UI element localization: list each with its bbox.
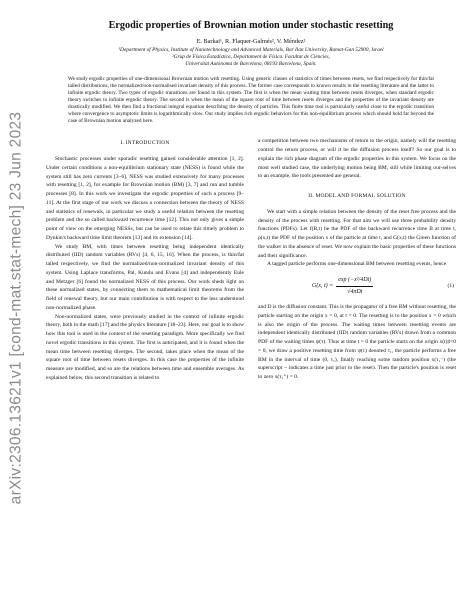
affiliation-2: ²Grup de Física Estadística, Departament de Física. Facultat de Ciències, (172, 54, 330, 60)
equation-number: (1) (447, 282, 454, 289)
right-column (258, 137, 456, 382)
equation-denominator: √4πDt (347, 288, 363, 295)
equation-1 (258, 275, 456, 297)
section-gap (258, 181, 456, 190)
intro-paragraph-3: Non-normalized states, were previously studied in the context of infinite ergodic theory, both in the math [17] and the physics literature [18–23]. Here, our goal is to show how this tool is used in the context of the resetting paradigm. More specifically we find novel ergodic transitions in this system. The first is anticipated, and it is found when the mean time between resetting diverges. The second, takes place when the mean of the square root of time between resets diverges. In this case the properties of the infinite measure are modified, and so are the relations between time and ensemble averages. As explained below, this second transition is related to (46, 313, 244, 381)
equation-body (312, 276, 373, 297)
paper-title: Ergodic properties of Brownian motion under stochastic resetting (108, 20, 394, 31)
model-paragraph-1: We start with a simple relation between the density of the reset free process and the density of the process with resetting. For that aim we will use three probability density functions (PDFs). Let f(B,t) be the PDF of the backward recurrence time B at time t, ρ(x,t) the PDF of the position x of the particle at time t, and G(x,t) the Green function of the walker in the absence of reset. We now explain the basic properties of these functions and their significance. (258, 208, 456, 259)
equation-fraction (336, 276, 373, 297)
paper-page (46, 8, 456, 383)
equation-lhs: G(x, t) = (312, 282, 334, 289)
two-column-body (46, 137, 456, 382)
model-paragraph-3: and D is the diffusion constant. This is the propagator of a free BM without resetting, the particle starting on the origin x = 0, at t = 0. The resetting is to the position x = 0 which is also the origin of the process. The waiting times between resetting events are independent identically distributed (IID) random variables (RVs) drawn from a common PDF of the waiting times ψ(τ). Thus at time t = 0 the particle starts on the origin x(t)|t=0 = 0, we draw a positive resetting time from ψ(τ) denoted τ₁, the particle performs a free BM in the interval of time (0, τ₁), finally reaching some random position x(τ₁⁻) (the superscript − indicates a time just prior to the reset). Then the particle's position is reset to zero x(τ₁⁺) = 0. (258, 304, 456, 381)
affiliation-3: Universitat Autònoma de Barcelona, 08193 Barcelona, Spain. (185, 61, 317, 67)
equation-numerator: exp (−x²/4Dt) (336, 276, 373, 287)
abstract: We study ergodic properties of one-dimensional Brownian motion with resetting. Using generic classes of statistics of times between resets, we find respectively for thin/fat tailed distributions, the normalized/non-normalised invariant density of this process. The former case corresponds to known results in the resetting literature and the latter to infinite ergodic theory. Two types of ergodic transitions are found in this system. The first is when the mean waiting time between resets diverges, when standard ergodic theory switches to infinite ergodic theory. The second is when the mean of the square root of time between resets diverges and the properties of the invariant density are drastically modified. We then find a fractional integral equation describing the density of particles. This finite time tool is particularly useful close to the ergodic transition where convergence to asymptotic limits is logarithmically slow. Our study implies rich ergodic behaviors for this non-equilibrium process which should hold far beyond the case of Brownian motion analyzed here. (68, 76, 434, 125)
arxiv-identifier-text: arXiv:2306.13621v1 [cond-mat.stat-mech] 23 Jun 2023 (7, 111, 25, 504)
section-heading-introduction: I. INTRODUCTION (120, 140, 170, 147)
intro-paragraph-2: We study BM, with times between resetting being independent identically distributed (IID) random variables (RVs) [4, 6, 15, 16]. When the process, is thin/fat tailed respectively, we find the normalized/non-normalized invariant density of this system. Using Laplace transforms, Pal, Kundu and Evans [4] and independently Eule and Metzger [6] found the normalized NESS of this process. Our work sheds light on these normalized states, by connecting them to mathematical limit theorems from the field of renewal theory, but our main contribution is with respect to the less understood non-normalized phase. (46, 243, 244, 311)
arxiv-identifier-stamp (2, 25, 30, 590)
left-column (46, 137, 244, 382)
section-heading-model: II. MODEL AND FORMAL SOLUTION (308, 193, 406, 200)
model-paragraph-2: A tagged particle performs one-dimensional BM between resetting events, hence (267, 261, 447, 268)
intro-paragraph-1: Stochastic processes under sporadic resetting gained considerable attention [1, 2]. Under certain conditions a non-equilibrium stationary state (NESS) is found while the system still has zero currents [3–6]. NESS was studied extensively for many processes with resetting [1, 2], for example for Brownian motion (BM) [3, 7] and run and tumble processes [8]. In this work we investigate the ergodic properties of such a process [9–11]. At the first stage of our work we discuss a connection between the theory of NESS and statistics of renewals, in particular we study a useful relation between the resetting problem and the so called backward recurrence time [12]. This not only gives a simple point of view on the emerging NESSs, but can be used to relate this timely problem to Dynkin's backward time limit theorem [13] and its extension [14]. (46, 156, 244, 241)
author-list: E. Barkai¹, R. Flaquer-Galmés², V. Méndez² (196, 38, 306, 45)
affiliation-1: ¹Department of Physics, Institute of Nanotechnology and Advanced Materials, Bar Ilan University, Ramat-Gan 52900, Israel (118, 47, 384, 53)
intro-paragraph-continued: a competition between two mechanisms of return to the origin, namely will the resetting control the return process, or will it be the diffusion process itself? So our goal is to explain the rich phase diagram of the ergodic properties in this system. We focus on the most well studied case, the underlying motion being BM, still while limiting our-selves to an example, the tools presented are general. (258, 138, 456, 180)
